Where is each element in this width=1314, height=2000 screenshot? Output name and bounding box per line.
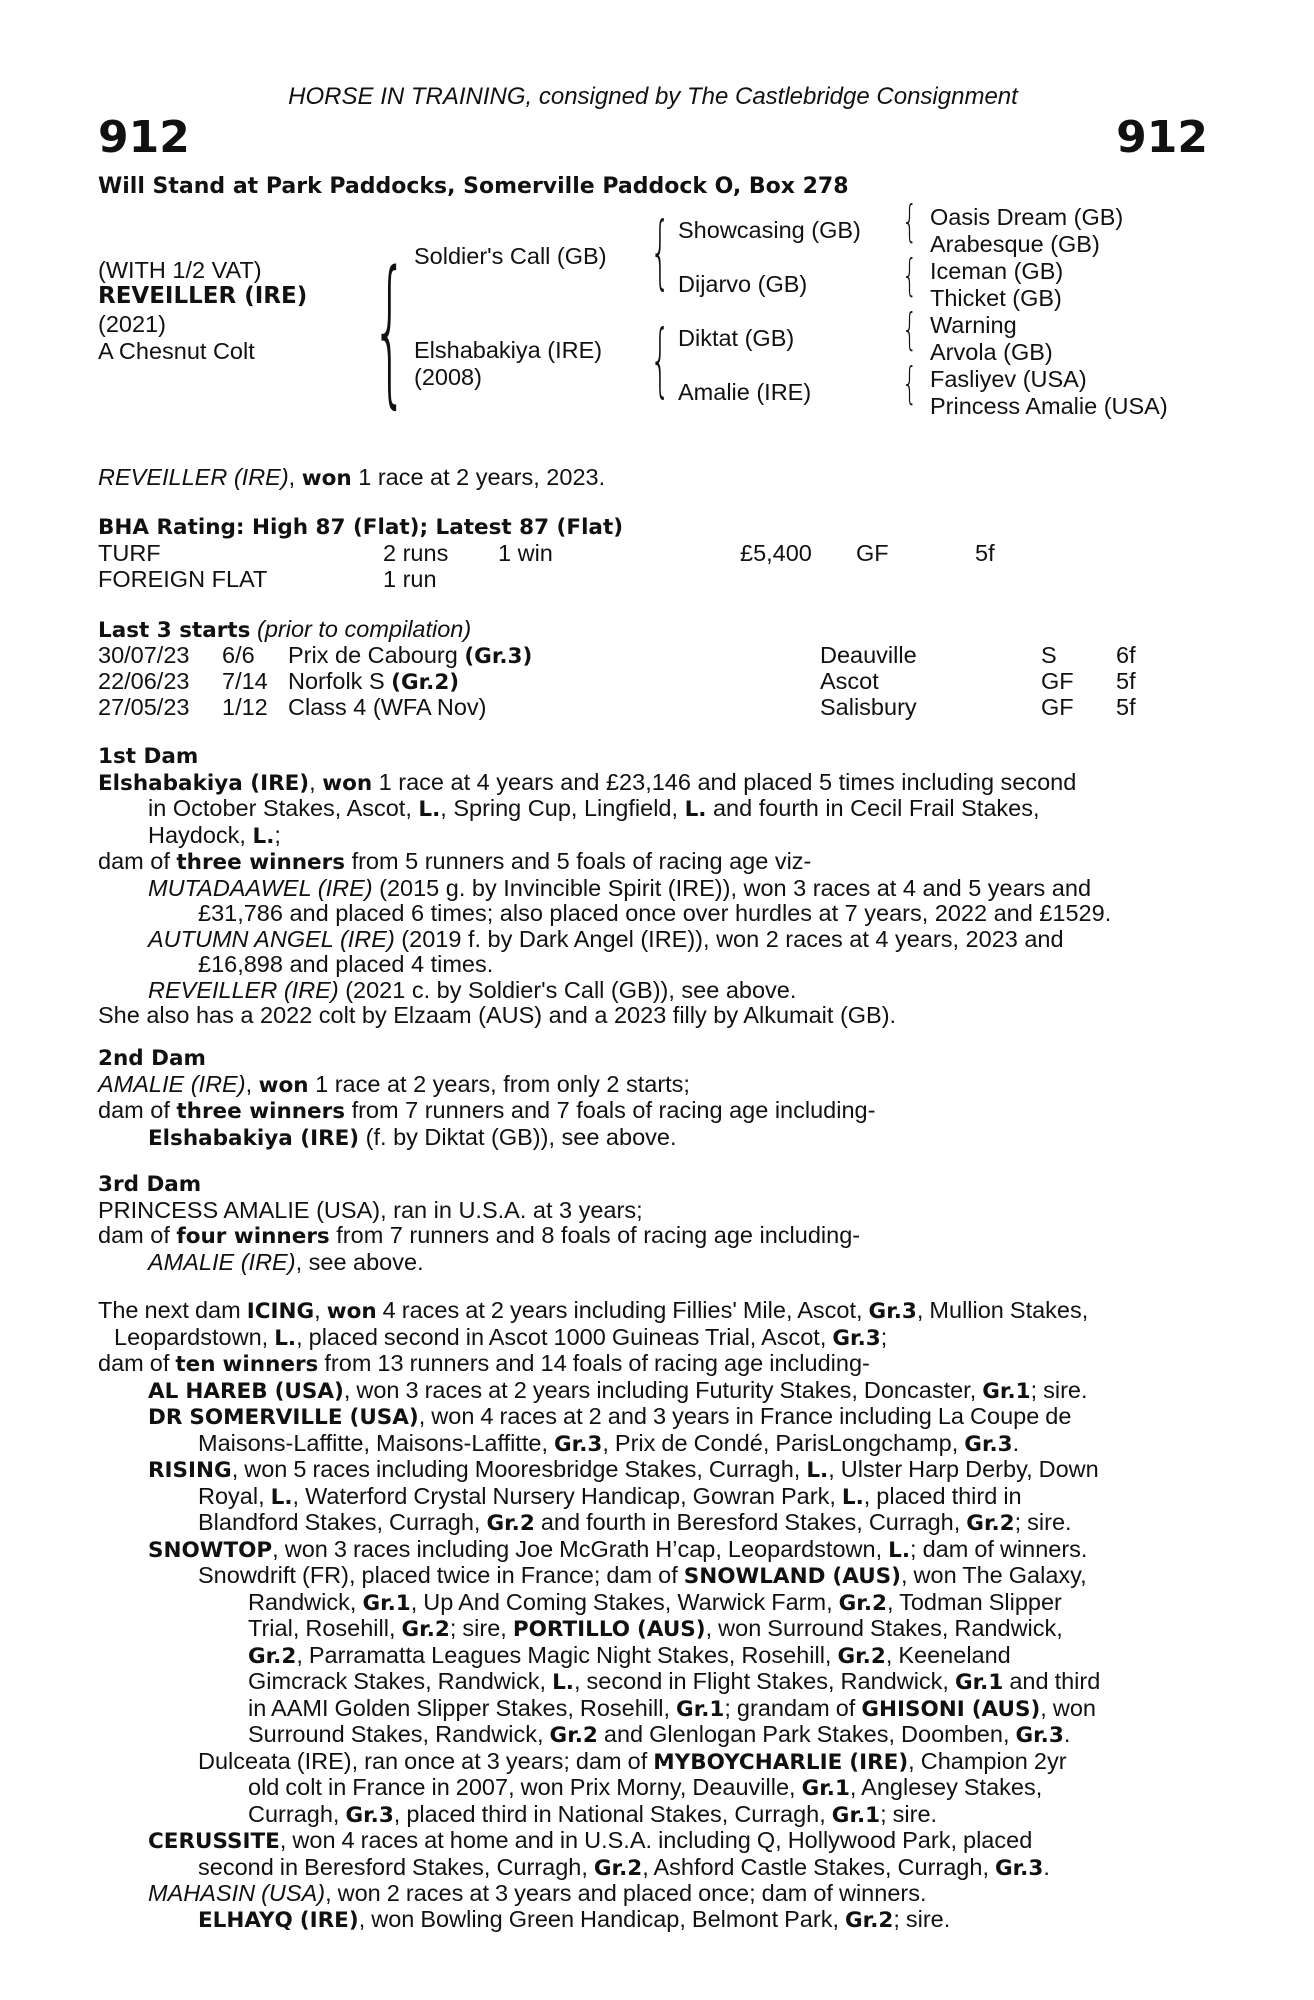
last-starts-heading: Last 3 starts (prior to compilation) [98,616,472,643]
offspring-mahasin: MAHASIN (USA), won 2 races at 3 years and placed once; dam of winners. [148,1880,927,1906]
first-dam-section: 1st Dam Elshabakiya (IRE), won 1 race at 4 years and £23,146 and placed 5 times including second in October Stakes, Ascot, L., Spring Cup, Lingfield, L. and fourth in Cecil Frail Stakes, Haydock, L.; dam of three winners from 5 runners and 5 foals of racing age viz- MUTADAAWEL (IRE) (2015 g. by Invincible Spirit (IRE)), won 3 races at 4 and 5 years and £31,786 and placed 6 times; also placed once over hurdles at 7 years, 2022 and £1529. AUTUMN ANGEL (IRE) (2019 f. by Dark Angel (IRE)), won 2 races at 4 years, 2023 and £16,898 and placed 4 times. REVEILLER (IRE) (2021 c. by Soldier's Call (GB)), see above. She also has a 2022 colt by Elzaam (AUS) and a 2023 filly by Alkumait (GB). [98,744,1208,1029]
vat-note: (WITH 1/2 VAT) [98,257,262,283]
ancestor-3: Iceman (GB) [930,258,1064,284]
ancestor-2: Arabesque (GB) [930,231,1100,257]
brace-g2: { [902,250,918,301]
brace-sire-dam: { [372,236,408,423]
offspring-cerussite: CERUSSITE, won 4 races at home and in U.S.A. including Q, Hollywood Park, placed [148,1827,1033,1854]
ancestor-5: Warning [930,312,1017,338]
offspring-mutadaawel: MUTADAAWEL (IRE) (2015 g. by Invincible Spirit (IRE)), won 3 races at 4 and 5 years and [148,874,1092,901]
dam-dam: Amalie (IRE) [678,379,812,405]
ancestor-1: Oasis Dream (GB) [930,204,1124,230]
offspring-al-hareb: AL HAREB (USA), won 3 races at 2 years including Futurity Stakes, Doncaster, Gr.1; sire. [148,1376,1088,1404]
offspring-dr-somerville: DR SOMERVILLE (USA), won 4 races at 2 and 3 years in France including La Coupe de [148,1403,1072,1430]
second-dam-section: 2nd Dam AMALIE (IRE), won 1 race at 2 years, from only 2 starts; dam of three winners from 7 runners and 7 foals of racing age including- Elshabakiya (IRE) (f. by Diktat (GB)), see above. [98,1046,876,1151]
ancestor-8: Princess Amalie (USA) [930,393,1168,419]
brace-g1: { [902,196,918,247]
consignment-header: HORSE IN TRAINING, consigned by The Castlebridge Consignment [288,83,1018,110]
ancestor-4: Thicket (GB) [930,285,1062,311]
offspring-reveiller: REVEILLER (IRE) (2021 c. by Soldier's Call (GB)), see above. [148,976,797,1003]
sire-sire: Showcasing (GB) [678,217,861,243]
last-starts-table: 30/07/23 6/6 Prix de Cabourg (Gr.3) Deauville S 6f 22/06/23 7/14 Norfolk S (Gr.2) Ascot GF 5f 27/05/23 1/12 Class 4 (WFA Nov) Salisbury GF 5f [98,642,1136,720]
lot-number-right: 912 [1116,112,1208,163]
next-dam-section: The next dam ICING, won 4 races at 2 years including Fillies' Mile, Ascot, Gr.3, Mullion Stakes, Leopardstown, L., placed second in Ascot 1000 Guineas Trial, Ascot, Gr.3; dam of ten winners from 13 runners and 14 foals of racing age including- AL HAREB (USA), won 3 races at 2 years including Futurity Stakes, Doncaster, Gr.1; sire. DR SOMERVILLE (USA), won 4 races at 2 and 3 years in France including La Coupe de Maisons-Laffitte, Maisons-Laffitte, Gr.3, Prix de Condé, ParisLongchamp, Gr.3. RISING, won 5 races including Mooresbridge Stakes, Curragh, L., Ulster Harp Derby, Down Royal, L., Waterford Crystal Nursery Handicap, Gowran Park, L., placed third in Blandford Stakes, Curragh, Gr.2 and fourth in Beresford Stakes, Curragh, Gr.2; sire. SNOWTOP, won 3 races including Joe McGrath H’cap, Leopardstown, L.; dam of winners. Snowdrift (FR), placed twice in France; dam of SNOWLAND (AUS), won The Galaxy, Randwick, Gr.1, Up And Coming Stakes, Warwick Farm, Gr.2, Todman Slipper Trial, Rosehill, Gr.2; sire, PORTILLO (AUS), won Surround Stakes, Randwick, Gr.2, Parramatta Leagues Magic Night Stakes, Rosehill, Gr.2, Keeneland Gimcrack Stakes, Randwick, L., second in Flight Stakes, Randwick, Gr.1 and third in AAMI Golden Slipper Stakes, Rosehill, Gr.1; grandam of GHISONI (AUS), won Surround Stakes, Randwick, Gr.2 and Glenlogan Park Stakes, Doomben, Gr.3. Dulceata (IRE), ran once at 3 years; dam of MYBOYCHARLIE (IRE), Champion 2yr old colt in France in 2007, won Prix Morny, Deauville, Gr.1, Anglesey Stakes, Curragh, Gr.3, placed third in National Stakes, Curragh, Gr.1; sire. CERUSSITE, won 4 races at home and in U.S.A. including Q, Hollywood Park, placed second in Beresford Stakes, Curragh, Gr.2, Ashford Castle Stakes, Curragh, Gr.3. MAHASIN (USA), won 2 races at 3 years and placed once; dam of winners. ELHAYQ (IRE), won Bowling Green Handicap, Belmont Park, Gr.2; sire. [98,1298,1208,1933]
dam-year: (2008) [414,364,482,390]
brace-g4: { [902,358,918,409]
dam-sire: Diktat (GB) [678,325,795,351]
rating-table: TURF 2 runs 1 win £5,400 GF 5f FOREIGN FLAT 1 run [98,540,995,592]
dam: Elshabakiya (IRE) [414,337,603,363]
offspring-rising: RISING, won 5 races including Mooresbridge Stakes, Curragh, L., Ulster Harp Derby, Down [148,1456,1099,1483]
offspring-snowtop: SNOWTOP, won 3 races including Joe McGrath H’cap, Leopardstown, L.; dam of winners. [148,1535,1088,1563]
granddaughter-snowdrift: Snowdrift (FR), placed twice in France; dam of SNOWLAND (AUS), won The Galaxy, [198,1562,1087,1589]
stand-location: Will Stand at Park Paddocks, Somerville Paddock O, Box 278 [98,174,849,199]
bha-rating: BHA Rating: High 87 (Flat); Latest 87 (Flat) [98,515,624,540]
horse-year: (2021) [98,311,166,337]
brace-g3: { [902,304,918,355]
ancestor-6: Arvola (GB) [930,339,1053,365]
brace-dam-line: { [650,313,671,406]
grandson-elhayq: ELHAYQ (IRE), won Bowling Green Handicap, Belmont Park, Gr.2; sire. [198,1905,951,1933]
offspring-autumn-angel: AUTUMN ANGEL (IRE) (2019 f. by Dark Angel (IRE)), won 2 races at 4 years, 2023 and [148,925,1064,952]
race-summary: REVEILLER (IRE), won 1 race at 2 years, 2023. [98,464,606,491]
sire-dam: Dijarvo (GB) [678,271,808,297]
brace-sire-line: { [650,205,671,298]
horse-description: A Chesnut Colt [98,338,255,364]
first-dam-heading: 1st Dam [98,744,199,769]
third-dam-section: 3rd Dam PRINCESS AMALIE (USA), ran in U.S.A. at 3 years; dam of four winners from 7 runners and 8 foals of racing age including- AMALIE (IRE), see above. [98,1172,861,1275]
sire: Soldier's Call (GB) [414,243,607,269]
horse-name: REVEILLER (IRE) [98,283,308,309]
lot-number-left: 912 [98,112,190,163]
ancestor-7: Fasliyev (USA) [930,366,1087,392]
granddaughter-dulceata: Dulceata (IRE), ran once at 3 years; dam of MYBOYCHARLIE (IRE), Champion 2yr [198,1747,1067,1775]
